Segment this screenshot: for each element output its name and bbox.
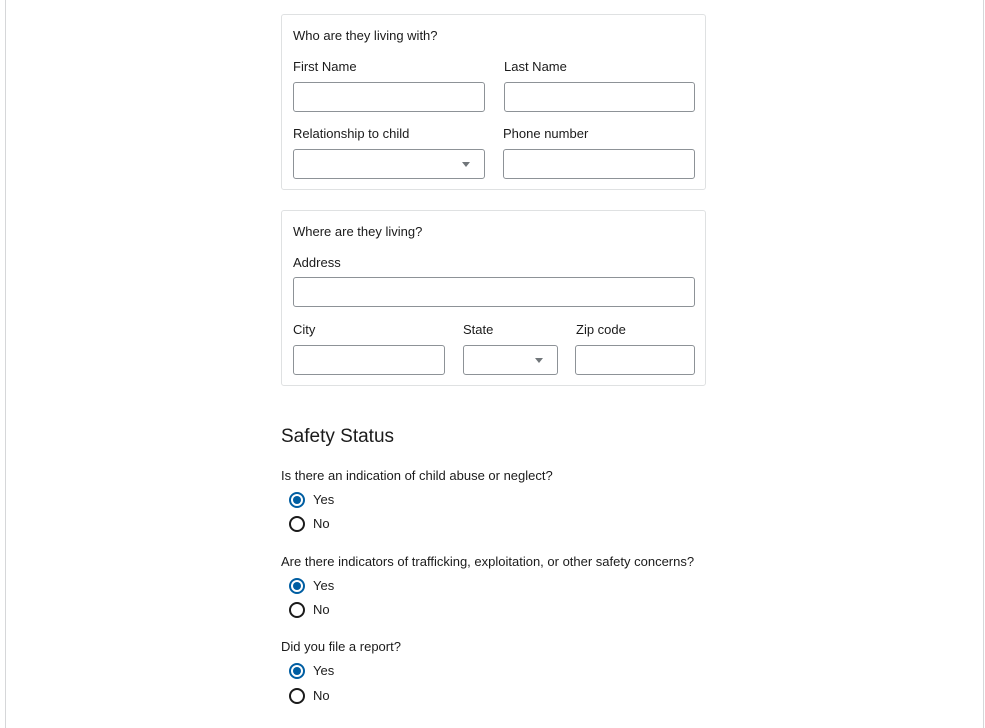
state-select[interactable] (463, 345, 558, 375)
last-name-input[interactable] (504, 82, 695, 112)
last-name-label: Last Name (504, 59, 567, 74)
chevron-down-icon (462, 162, 470, 167)
abuse-no-label[interactable]: No (313, 516, 330, 531)
address-label: Address (293, 255, 341, 270)
state-label: State (463, 322, 494, 337)
abuse-yes-label[interactable]: Yes (313, 492, 335, 507)
report-no-radio[interactable] (289, 688, 305, 704)
report-yes-radio[interactable] (289, 663, 305, 679)
chevron-down-icon (535, 358, 543, 363)
relationship-label: Relationship to child (293, 126, 410, 141)
first-name-label: First Name (293, 59, 357, 74)
question-report: Did you file a report? (281, 639, 401, 654)
phone-label: Phone number (503, 126, 589, 141)
address-input[interactable] (293, 277, 695, 307)
trafficking-no-label[interactable]: No (313, 602, 330, 617)
question-trafficking: Are there indicators of trafficking, exploitation, or other safety concerns? (281, 554, 695, 569)
safety-status-title: Safety Status (281, 426, 395, 447)
phone-input[interactable] (503, 149, 695, 179)
report-yes-label[interactable]: Yes (313, 663, 335, 678)
city-label: City (293, 322, 316, 337)
report-no-label[interactable]: No (313, 688, 330, 703)
trafficking-no-radio[interactable] (289, 602, 305, 618)
zip-label: Zip code (576, 322, 626, 337)
living-with-heading: Who are they living with? (293, 28, 438, 43)
trafficking-yes-label[interactable]: Yes (313, 578, 335, 593)
relationship-select[interactable] (293, 149, 485, 179)
city-input[interactable] (293, 345, 445, 375)
abuse-no-radio[interactable] (289, 516, 305, 532)
zip-input[interactable] (575, 345, 695, 375)
first-name-input[interactable] (293, 82, 485, 112)
living-where-heading: Where are they living? (293, 224, 423, 239)
trafficking-yes-radio[interactable] (289, 578, 305, 594)
abuse-yes-radio[interactable] (289, 492, 305, 508)
question-abuse: Is there an indication of child abuse or neglect? (281, 468, 553, 483)
